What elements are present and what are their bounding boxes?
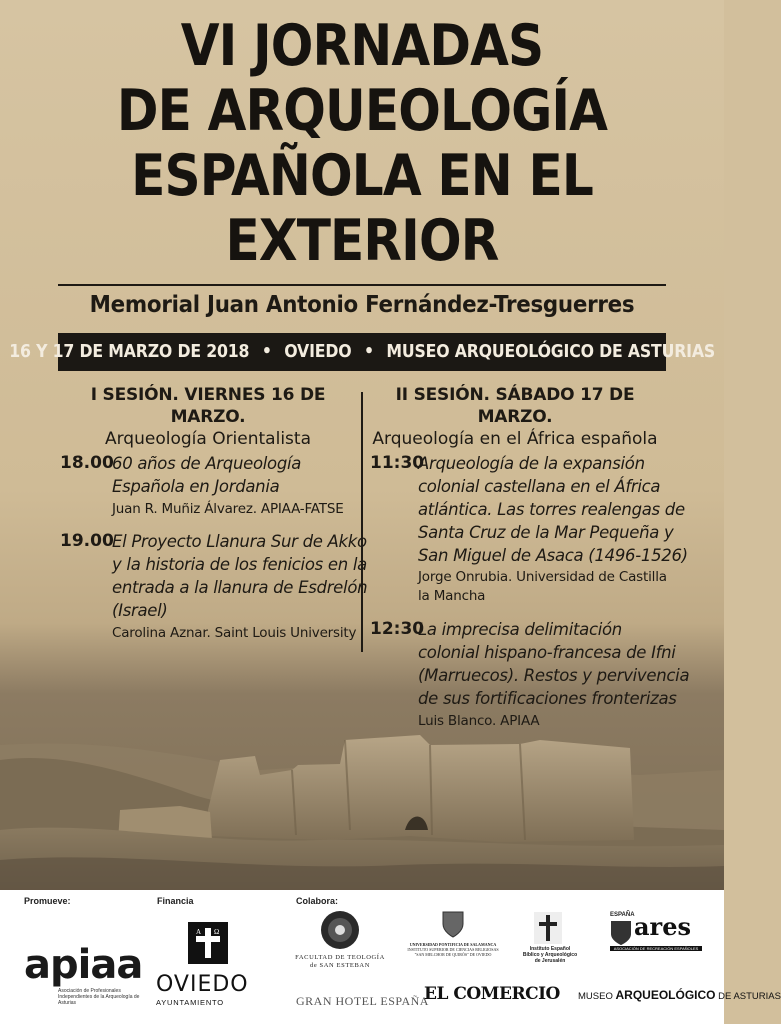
san-esteban-text [290, 954, 390, 970]
session-1-header [60, 384, 356, 450]
talk-title [418, 618, 690, 710]
talk-title-line: Santa Cruz de la Mar Pequeña y [418, 523, 674, 542]
sponsor-logos [0, 890, 781, 1024]
talk-time: 19.00 [60, 531, 114, 551]
talk-title [112, 452, 362, 498]
san-esteban-seal-icon [320, 910, 360, 950]
museo-main: ARQUEOLÓGICO [615, 988, 716, 1002]
salamanca-line1: UNIVERSIDAD PONTIFICIA DE SALAMANCA [409, 942, 497, 947]
talk-time: 11:30 [370, 453, 425, 473]
apiaa-logo: apiaa [24, 942, 143, 988]
talk-speaker [418, 568, 678, 606]
ares-logo [610, 912, 702, 954]
talk-title-line: El Proyecto Llanura Sur de Akko [112, 532, 367, 551]
colabora-label: Colabora: [296, 896, 339, 906]
talk-title-line: 60 años de Arqueología [112, 454, 302, 473]
session-2-title: II SESIÓN. SÁBADO 17 DE MARZO. [395, 385, 635, 427]
talk-title [112, 530, 368, 622]
instituto-cross-icon [534, 912, 562, 944]
title-line-2: DE ARQUEOLOGÍA [116, 78, 608, 144]
banner-venue: MUSEO ARQUEOLÓGICO DE ASTURIAS [386, 342, 715, 362]
banner-city: OVIEDO [284, 342, 352, 362]
main-title [79, 14, 646, 274]
instituto-line1: Instituto Español [529, 946, 571, 952]
talk-title-line: La imprecisa delimitación [418, 620, 622, 639]
museo-logo [578, 988, 781, 1002]
banner-separator: • [363, 342, 374, 362]
memorial-subtitle: Memorial Juan Antonio Fernández-Tresguerres [89, 292, 635, 318]
talk-time: 18.00 [60, 453, 114, 473]
san-esteban-line1: FACULTAD DE TEOLOGÍA [295, 954, 385, 961]
instituto-line2: Bíblico y Arqueológico [522, 952, 578, 958]
gran-hotel-logo: GRAN HOTEL ESPAÑA [296, 994, 429, 1008]
talk-speaker-line: la Mancha [418, 588, 486, 604]
talk-title-line: San Miguel de Asaca (1496-1526) [418, 546, 688, 565]
salamanca-line3: "SAN MELCHOR DE QUIRÓS" DE OVIEDO [414, 952, 492, 957]
san-esteban-line2: de SAN ESTEBAN [309, 962, 371, 969]
title-line-3: ESPAÑOLA EN EL [131, 143, 593, 209]
svg-text:Ω: Ω [214, 928, 220, 936]
date-venue-banner [9, 333, 715, 371]
session-2-subtitle: Arqueología en el África española [372, 429, 658, 449]
title-divider [58, 284, 666, 286]
banner-separator: • [261, 342, 272, 362]
salamanca-shield-icon [441, 910, 465, 938]
talk-1230 [370, 618, 690, 738]
promueve-label: Promueve: [24, 896, 71, 906]
session-1-title: I SESIÓN. VIERNES 16 DE MARZO. [90, 385, 326, 427]
talk-title-line: entrada a la llanura de Esdrelón [112, 578, 368, 597]
oviedo-logo: OVIEDO [156, 972, 249, 997]
title-line-1: VI JORNADAS [180, 13, 544, 79]
ares-name: ares [634, 912, 691, 941]
el-comercio-logo: EL COMERCIO [424, 984, 560, 1004]
talk-title-line: colonial hispano-francesa de Ifni [418, 643, 676, 662]
title-line-4: EXTERIOR [225, 208, 499, 274]
talk-title-line: de sus fortificaciones fronterizas [418, 689, 677, 708]
talk-speaker: Luis Blanco. APIAA [418, 713, 540, 729]
instituto-text [520, 946, 580, 964]
talk-title-line: (Israel) [112, 601, 168, 620]
talk-title-line: Española en Jordania [112, 477, 280, 496]
oviedo-subtitle: AYUNTAMIENTO [156, 998, 224, 1007]
museo-suffix: DE ASTURIAS [718, 991, 781, 1002]
talk-speaker: Juan R. Muñiz Álvarez. APIAA-FATSE [112, 501, 344, 517]
session-1-subtitle: Arqueología Orientalista [104, 429, 311, 449]
talk-title-line: y la historia de los fenicios en la [112, 555, 367, 574]
financia-label: Financia [157, 896, 194, 906]
session-2-header [366, 384, 664, 450]
ares-top-text: ESPAÑA [610, 912, 635, 918]
apiaa-description: Asociación de Profesionales Independientes de la Arqueología de Asturias [58, 988, 140, 1006]
talk-time: 12:30 [370, 619, 425, 639]
talk-speaker-line: Jorge Onrubia. Universidad de Castilla [418, 569, 667, 585]
talk-title [418, 452, 688, 567]
oviedo-cross-icon [188, 922, 228, 964]
salamanca-line2: INSTITUTO SUPERIOR DE CIENCIAS RELIGIOSAS [407, 947, 499, 952]
banner-date: 16 Y 17 DE MARZO DE 2018 [9, 342, 250, 362]
talk-1800 [60, 452, 360, 522]
talk-title-line: atlántica. Las torres realengas de [418, 500, 685, 519]
instituto-line3: de Jerusalén [534, 958, 566, 964]
ares-subtitle: ASOCIACIÓN DE RECREACIÓN ESPAÑOLES [610, 946, 702, 951]
svg-text:A: A [196, 928, 202, 936]
talk-title-line: (Marruecos). Restos y pervivencia [418, 666, 690, 685]
museo-prefix: MUSEO [578, 991, 613, 1002]
ares-shield-icon [610, 920, 632, 946]
talk-1900 [60, 530, 368, 650]
salamanca-text [400, 942, 506, 957]
talk-1130 [370, 452, 688, 612]
talk-speaker: Carolina Aznar. Saint Louis University [112, 625, 357, 641]
talk-title-line: Arqueología de la expansión [418, 454, 645, 473]
talk-title-line: colonial castellana en el África [418, 477, 661, 496]
